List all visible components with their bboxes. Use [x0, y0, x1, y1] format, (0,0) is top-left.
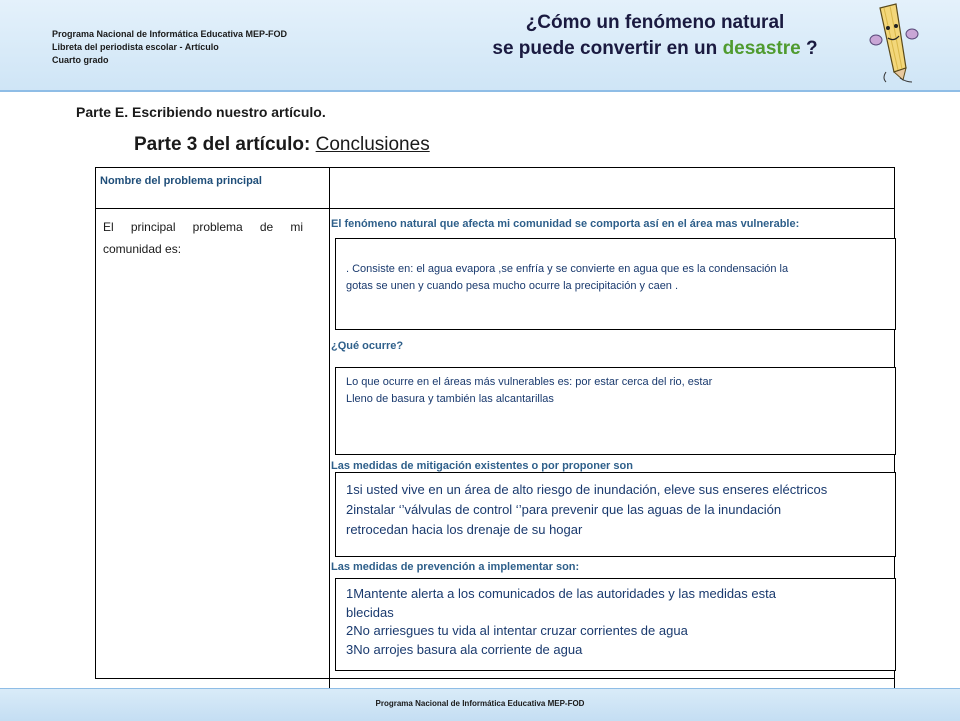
answer-line: . Consiste en: el agua evapora ,se enfría y se convierte en agua que es la condensación la: [346, 263, 789, 275]
section-heading: Parte E. Escribiendo nuestro artículo.: [76, 104, 326, 120]
program-name: Programa Nacional de Informática Educativa MEP-FOD: [52, 29, 288, 39]
problem-name-header: Nombre del problema principal: [100, 175, 262, 187]
prevention-label: Las medidas de prevención a implementar son:: [331, 561, 580, 573]
page-title: [420, 10, 890, 62]
answer-line: blecidas: [346, 604, 394, 620]
title-line-2: [420, 36, 890, 62]
grade-label: Cuarto grado: [52, 55, 109, 65]
phenomenon-answer-box: [335, 238, 896, 330]
pencil-mascot-icon: [866, 0, 936, 90]
what-happens-answer-box: [335, 367, 896, 455]
answer-line: 2No arriesgues tu vida al intentar cruzar corrientes de agua: [346, 623, 688, 638]
answer-line: Lleno de basura y también las alcantarillas: [346, 393, 554, 405]
notebook-name: Libreta del periodista escolar - Artículo: [52, 42, 219, 52]
table-border-top: [95, 167, 895, 168]
answer-line: 1Mantente alerta a los comunicados de las autoridades y las medidas esta: [346, 586, 776, 601]
title-highlight-word: desastre: [722, 38, 801, 59]
part-label: Parte 3 del artículo:: [134, 134, 311, 155]
table-column-divider: [329, 167, 330, 718]
title-line-2-pre: se puede convertir en un: [492, 38, 718, 59]
title-line-2-post: ?: [800, 38, 818, 59]
answer-line: 2instalar ‘’válvulas de control ‘’para prevenir que las aguas de la inundación: [346, 502, 782, 517]
mitigation-answer-box: [335, 472, 896, 557]
what-happens-label: ¿Qué ocurre?: [331, 340, 404, 352]
footer-text: Programa Nacional de Informática Educativa MEP-FOD: [375, 699, 585, 708]
part-heading: [134, 134, 430, 156]
title-line-1: ¿Cómo un fenómeno natural: [525, 12, 785, 33]
part-topic: Conclusiones: [315, 134, 430, 155]
answer-line: 3No arrojes basura ala corriente de agua: [346, 641, 583, 657]
mitigation-label: Las medidas de mitigación existentes o por proponer son: [331, 460, 633, 472]
table-row-divider: [95, 208, 895, 209]
answer-line: Lo que ocurre en el áreas más vulnerables es: por estar cerca del rio, estar: [346, 376, 713, 388]
main-problem-label: El principal problema de mi comunidad es:: [103, 220, 303, 256]
prevention-answer-box: [335, 578, 896, 671]
answer-line: 1si usted vive en un área de alto riesgo de inundación, eleve sus enseres eléctricos: [346, 482, 828, 497]
table-border-bottom: [95, 678, 895, 679]
phenomenon-label: El fenómeno natural que afecta mi comunidad se comporta así en el área mas vulnerable:: [331, 218, 800, 230]
program-info: [52, 28, 287, 67]
answer-line: retrocedan hacia los drenaje de su hogar: [346, 522, 583, 537]
answer-line: gotas se unen y cuando pesa mucho ocurre la precipitación y caen .: [346, 280, 679, 292]
table-border-left: [95, 167, 96, 679]
